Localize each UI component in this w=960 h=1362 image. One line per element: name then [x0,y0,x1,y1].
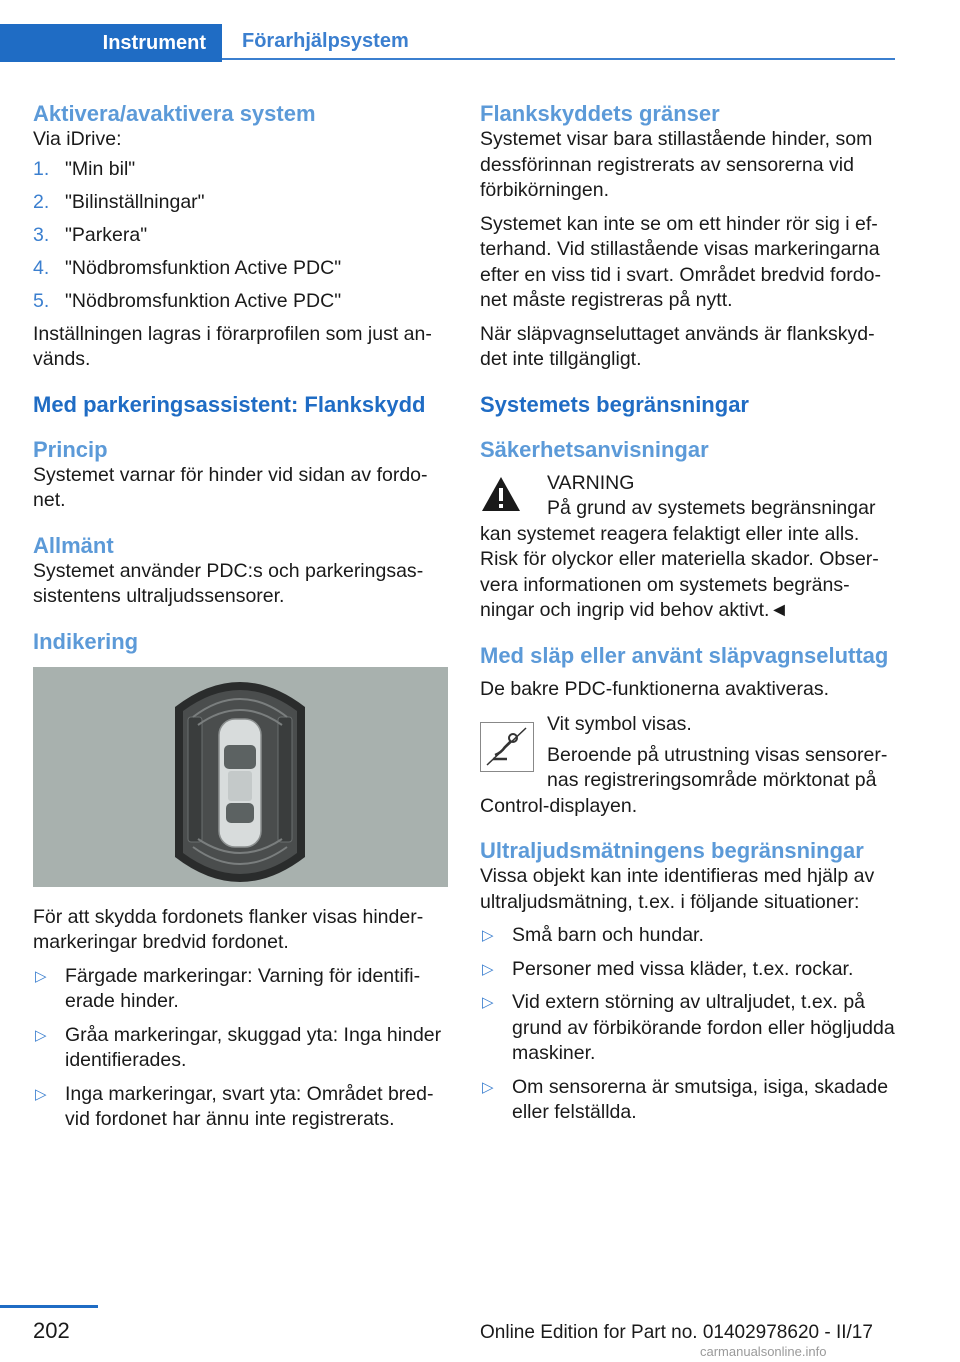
car-top-view-icon [33,667,448,887]
trailer-symbol-box [480,722,534,772]
warning-title: VARNING [547,471,635,494]
symbol-block [480,712,895,819]
flank-limits-p1: Systemet visar bara stillastående hinder, som dessförinnan registrerats av sensorerna vid förbikörningen. [480,128,873,201]
list-item: 3. "Parkera" [33,223,148,246]
bullet-triangle-icon: ▷ [482,994,494,1011]
tab-driver-assistance[interactable]: Förarhjälpsystem [222,24,895,60]
heading-activate: Aktivera/avaktivera system [33,101,316,126]
edition-text: Online Edition for Part no. 01402978620 - II/17 [480,1322,873,1343]
heading-principle: Princip [33,436,108,462]
heading-safety: Säkerhetsanvisningar [480,436,709,462]
general-text: Systemet använder PDC:s och parkeringsassistentens ultraljudssensorer. [33,559,424,607]
warning-block [480,471,895,624]
heading-general: Allmänt [33,532,114,558]
heading-system-limits: Systemets begränsningar [480,391,749,417]
tab-instrument[interactable]: Instrument [0,24,222,62]
via-idrive-text: Via iDrive: [33,128,122,150]
list-item: 2. "Bilinställningar" [33,190,205,213]
heading-flank-protection: Med parkeringsassistent: Flankskydd [33,391,426,417]
bullet-triangle-icon: ▷ [35,967,47,985]
tab-bar [0,24,895,62]
warning-text: kan systemet reagera felaktigt eller inte alls. Risk för olyckor eller materiella skador. Observera informationen om systemets begränsningar och ingrip vid behov aktivt.◄ [480,522,879,621]
heading-ultrasonic-limits: Ultraljudsmätningens begränsningar [480,838,864,863]
bullet-triangle-icon: ▷ [35,1085,47,1103]
list-item: ▷ Personer med vissa kläder, t.ex. rockar. [480,957,895,983]
flank-limits-p2: Systemet kan inte se om ett hinder rör sig i efterhand. Vid stillastående visas markeringarna efter en viss tid i svart. Området bredvid fordonet måste registreras på nytt. [480,212,881,311]
list-item: ▷ Vid extern störning av ultraljudet, t.ex. på grund av förbikörande fordon eller högljudda maskiner. [482,991,895,1064]
page-number: 202 [33,1318,70,1343]
indication-bullets [33,964,448,1133]
bullet-triangle-icon: ▷ [482,960,494,978]
watermark-text[interactable]: carmanualsonline.info [700,1344,827,1359]
list-item: 4. "Nödbromsfunktion Active PDC" [33,256,342,279]
ultrasonic-bullets [480,923,895,1126]
warning-line1: På grund av systemets begränsningar [547,497,876,519]
trailer-hitch-icon [481,723,532,770]
ultrasonic-text: Vissa objekt kan inte identifieras med hjälp av ultraljudsmätning, t.ex. i följande situationer: [480,865,875,913]
symbol-line1: Vit symbol visas. [547,713,692,735]
flank-protection-illustration [33,667,448,887]
setting-saved-text: Inställningen lagras i förarprofilen som just används. [33,322,432,370]
heading-indication: Indikering [33,628,139,654]
symbol-text: Control-displayen. [480,794,638,817]
list-item: 1. "Min bil" [33,157,136,180]
heading-trailer: Med släp eller använt släpvagnseluttag [480,642,889,668]
footer-divider [0,1305,98,1308]
warning-triangle-icon [480,475,522,513]
heading-flank-limits: Flankskyddets gränser [480,101,720,126]
bullet-triangle-icon: ▷ [482,1078,494,1096]
indication-text: För att skydda fordonets flanker visas hindermarkeringar bredvid fordonet. [33,905,424,953]
flank-limits-p3: När släpvagnseluttaget används är flankskyddet inte tillgängligt. [480,322,875,370]
bullet-triangle-icon: ▷ [35,1026,47,1044]
list-item: ▷ Färgade markeringar: Varning för identifierade hinder. [35,964,421,1012]
list-item: 5. "Nödbromsfunktion Active PDC" [33,289,342,312]
list-item: ▷ Inga markeringar, svart yta: Området bredvid fordonet har ännu inte registrerats. [35,1082,434,1130]
right-column [480,100,895,1134]
principle-text: Systemet varnar för hinder vid sidan av fordonet. [33,463,428,511]
symbol-line2: Beroende på utrustning visas sensorernas registreringsområde mörktonat på [547,743,888,791]
bullet-triangle-icon: ▷ [482,927,494,944]
list-item: ▷ Om sensorerna är smutsiga, isiga, skadade eller felställda. [482,1075,889,1123]
left-column [33,100,448,1141]
list-item: ▷ Små barn och hundar. [480,923,895,949]
list-item: ▷ Gråa markeringar, skuggad yta: Inga hinder identifierades. [35,1023,442,1071]
steps-list [33,157,448,315]
trailer-text: De bakre PDC-funktionerna avaktiveras. [480,677,829,700]
